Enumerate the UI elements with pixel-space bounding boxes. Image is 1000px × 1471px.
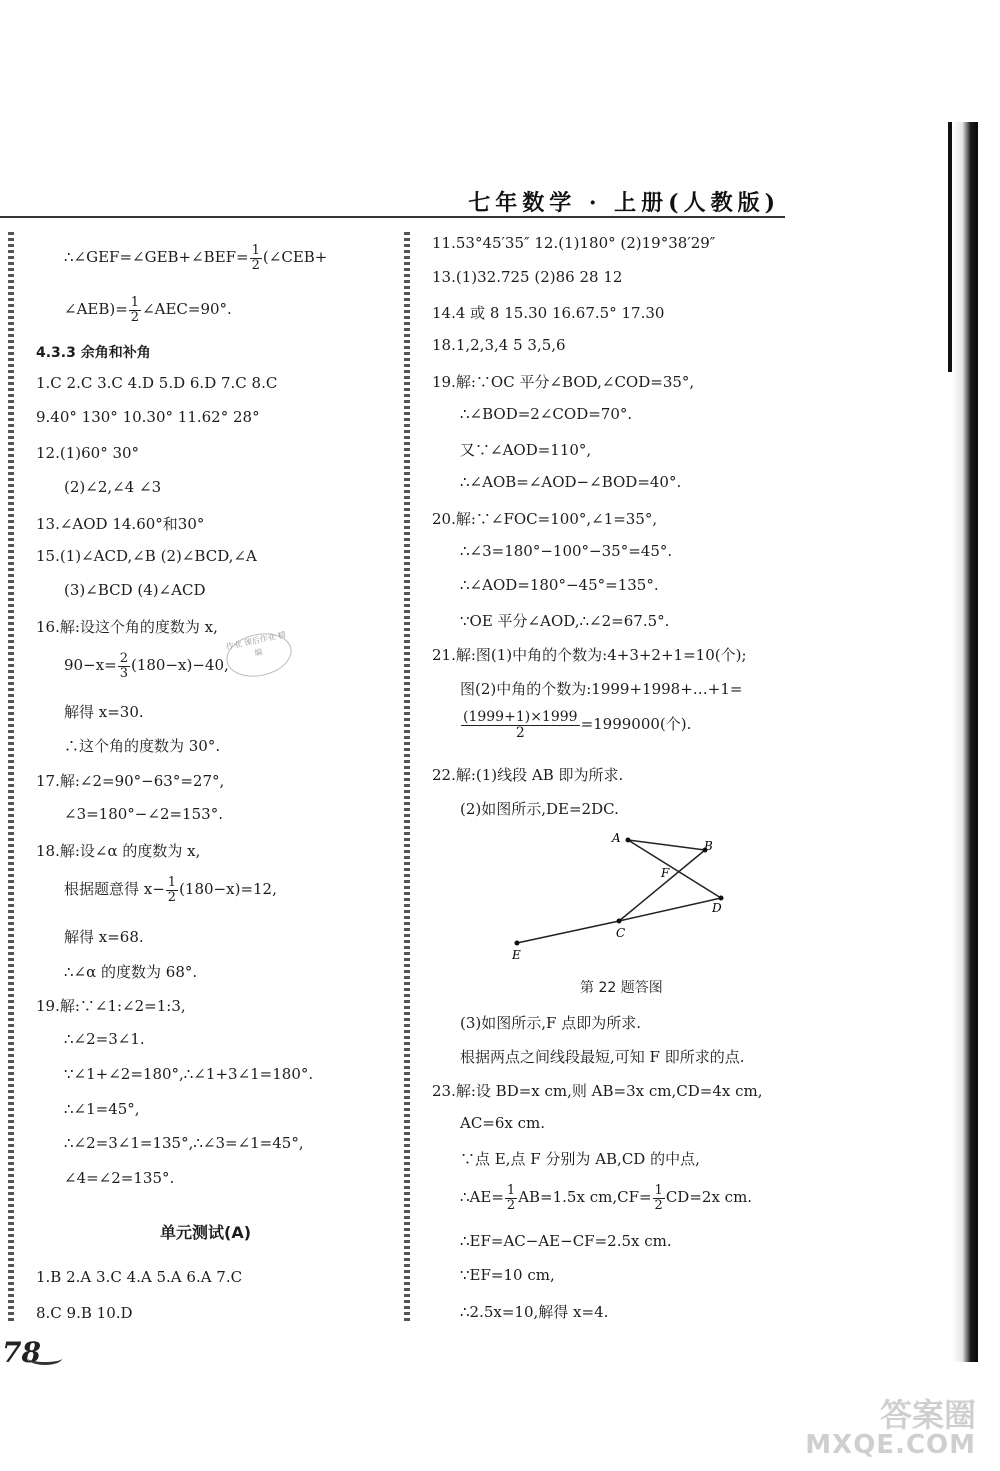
label-e: E [512, 948, 521, 962]
page-edge-shadow [952, 122, 978, 1362]
answer-line: 解得 x=68. [64, 928, 144, 946]
point-a [626, 838, 631, 843]
answer-line: ∵点 E,点 F 分别为 AB,CD 的中点, [460, 1150, 700, 1168]
homework-stamp: 作业 课后作业 精编 [222, 628, 295, 683]
label-a: A [612, 831, 621, 845]
left-wavy-border [8, 232, 14, 1322]
answer-line: (2)如图所示,DE=2DC. [460, 800, 619, 818]
answer-line: 20.解:∵∠FOC=100°,∠1=35°, [432, 510, 658, 528]
unit-test-title: 单元测试(A) [160, 1223, 252, 1242]
answer-line: ∴∠AOB=∠AOD−∠BOD=40°. [460, 473, 682, 491]
answer-line: ∴∠2=3∠1. [64, 1030, 145, 1048]
page-header-title: 七年数学 · 上册(人教版) [468, 190, 780, 216]
header-rule [0, 216, 785, 218]
point-d [719, 896, 724, 901]
answer-line: (3)∠BCD (4)∠ACD [64, 581, 206, 599]
label-b: B [704, 839, 713, 853]
answer-line: 又∵∠AOD=110°, [460, 441, 592, 459]
answer-line: 18.1,2,3,4 5 3,5,6 [432, 336, 566, 354]
answer-line: $\frac{(1999+1)\times 1999}{2}$ =1999000(个). [463, 709, 692, 741]
answer-line: ∴∠3=180°−100°−35°=45°. [460, 542, 673, 560]
answer-line: 12.(1)60° 30° [36, 444, 140, 462]
answer-line: 1.B 2.A 3.C 4.A 5.A 6.A 7.C [36, 1268, 243, 1286]
answer-line: 90−x= $\frac{2}{3}$ (180−x)−40, [64, 651, 229, 681]
answer-line: ∴∠α 的度数为 68°. [64, 963, 198, 981]
label-d: D [712, 901, 722, 915]
segment-ce [517, 921, 619, 943]
answer-line: 9.40° 130° 10.30° 11.62° 28° [36, 408, 260, 426]
answer-line: 18.解:设∠α 的度数为 x, [36, 842, 201, 860]
answer-line: (3)如图所示,F 点即为所求. [460, 1014, 641, 1032]
q22-geometry-diagram [500, 828, 740, 968]
answer-line: ∵EF=10 cm, [460, 1266, 555, 1284]
answer-line: 根据题意得 x− $\frac{1}{2}$ (180−x)=12, [64, 875, 277, 905]
answer-line: ∵OE 平分∠AOD,∴∠2=67.5°. [460, 612, 670, 630]
answer-line: ∴EF=AC−AE−CF=2.5x cm. [460, 1232, 672, 1250]
answer-line: ∴∠AOD=180°−45°=135°. [460, 576, 659, 594]
answer-line: 23.解:设 BD=x cm,则 AB=3x cm,CD=4x cm, [432, 1082, 763, 1100]
label-c: C [616, 926, 626, 940]
answer-line: ∵∠1+∠2=180°,∴∠1+3∠1=180°. [64, 1065, 314, 1083]
answer-line: ∠AEB)= $\frac{1}{2}$ ∠AEC=90°. [64, 295, 232, 325]
answer-line: 图(2)中角的个数为:1999+1998+…+1= [460, 680, 743, 698]
section-heading: 4.3.3 余角和补角 [36, 345, 151, 361]
answer-line: 13.∠AOD 14.60°和30° [36, 515, 205, 533]
answer-line: (2)∠2,∠4 ∠3 [64, 478, 162, 496]
answer-line: AC=6x cm. [460, 1114, 546, 1132]
watermark-url: MXQE.COM [805, 1430, 976, 1460]
answer-line: ∴∠GEF=∠GEB+∠BEF= $\frac{1}{2}$ (∠CEB+ [64, 243, 328, 273]
segment-ab [628, 840, 705, 850]
answer-line: 8.C 9.B 10.D [36, 1304, 133, 1322]
answer-line: ∴AE= $\frac{1}{2}$ AB=1.5x cm,CF= $\frac{1}{2}$ CD=2x cm. [460, 1183, 753, 1213]
answer-line: ∴2.5x=10,解得 x=4. [460, 1303, 609, 1321]
answer-line: 14.4 或 8 15.30 16.67.5° 17.30 [432, 304, 665, 322]
answer-line: 21.解:图(1)中角的个数为:4+3+2+1=10(个); [432, 646, 747, 664]
answer-line: 1.C 2.C 3.C 4.D 5.D 6.D 7.C 8.C [36, 374, 278, 392]
leaf-icon [28, 1352, 62, 1365]
answer-line: 11.53°45′35″ 12.(1)180° (2)19°38′29″ [432, 234, 716, 252]
answer-line: 15.(1)∠ACD,∠B (2)∠BCD,∠A [36, 547, 257, 565]
answer-line: 19.解:∵∠1:∠2=1:3, [36, 997, 186, 1015]
segment-dc [619, 898, 721, 921]
answer-line: 17.解:∠2=90°−63°=27°, [36, 772, 225, 790]
point-e [515, 941, 520, 946]
answer-line: 解得 x=30. [64, 703, 144, 721]
answer-line: ∴这个角的度数为 30°. [64, 737, 221, 755]
point-c [617, 919, 622, 924]
answer-line: 22.解:(1)线段 AB 即为所求. [432, 766, 624, 784]
answer-line: ∠3=180°−∠2=153°. [64, 805, 223, 823]
answer-line: ∴∠1=45°, [64, 1100, 140, 1118]
diagram-caption: 第 22 题答图 [580, 980, 663, 996]
answer-line: 根据两点之间线段最短,可知 F 即所求的点. [460, 1048, 745, 1066]
label-f: F [661, 866, 670, 880]
answer-line: 16.解:设这个角的度数为 x, [36, 618, 218, 636]
watermark-logo: 答案圈 [879, 1396, 976, 1434]
answer-line: ∠4=∠2=135°. [64, 1169, 175, 1187]
answer-line: ∴∠2=3∠1=135°,∴∠3=∠1=45°, [64, 1134, 304, 1152]
answer-line: 13.(1)32.725 (2)86 28 12 [432, 268, 623, 286]
page-number: 78 [2, 1336, 41, 1369]
answer-line: 19.解:∵OC 平分∠BOD,∠COD=35°, [432, 373, 695, 391]
middle-wavy-border [404, 232, 410, 1322]
answer-line: ∴∠BOD=2∠COD=70°. [460, 405, 633, 423]
